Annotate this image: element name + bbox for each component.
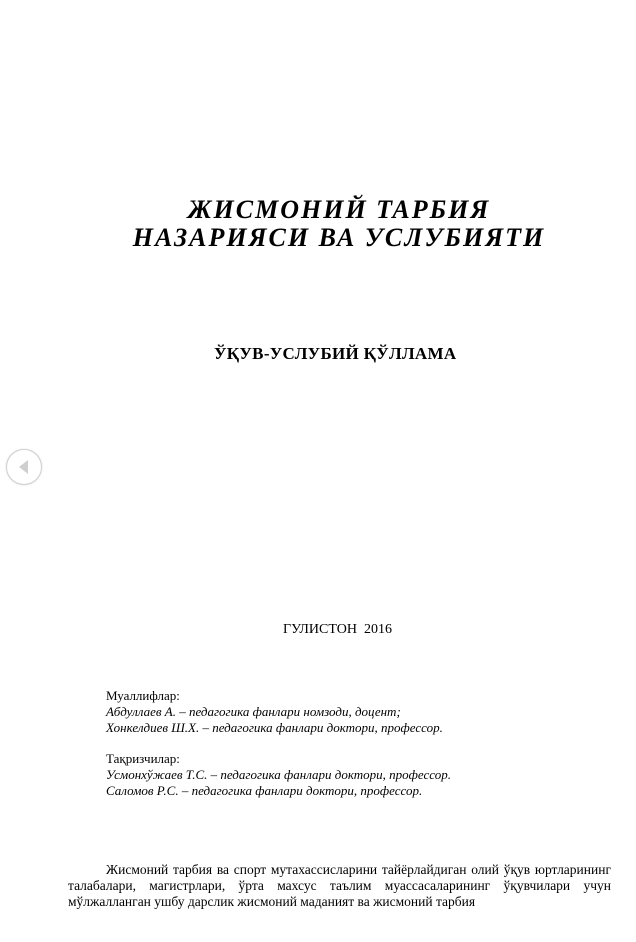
intro-paragraph: Жисмоний тарбия ва спорт мутахассисларини тайёрлайдиган олий ўқув юртларининг талабалари, магистрлари, ўрта махсус таълим муассасаларининг ўқувчилари учун мўлжалланган ушбу дарслик жисмоний маданият ва жисмоний тарбия — [68, 862, 611, 909]
book-subtitle: ЎҚУВ-УСЛУБИЙ ҚЎЛЛАМА — [214, 344, 457, 363]
previous-page-button[interactable] — [6, 449, 42, 485]
credits-section — [106, 688, 451, 799]
chevron-left-icon — [7, 450, 41, 484]
book-title-line-1: ЖИСМОНИЙ ТАРБИЯ — [187, 195, 491, 224]
authors-label: Муаллифлар: — [106, 688, 180, 703]
reviewers-label: Тақризчилар: — [106, 751, 180, 766]
reviewer-entry: Усмонхўжаев Т.С. – педагогика фанлари доктори, профессор. — [106, 767, 451, 782]
reviewer-entry: Саломов Р.С. – педагогика фанлари доктори, профессор. — [106, 783, 423, 798]
book-title — [0, 196, 636, 252]
publication-city-year: ГУЛИСТОН 2016 — [283, 622, 392, 637]
book-title-line-2: НАЗАРИЯСИ ВА УСЛУБИЯТИ — [132, 223, 546, 252]
author-entry: Хонкелдиев Ш.Х. – педагогика фанлари доктори, профессор. — [106, 720, 443, 735]
author-entry: Абдуллаев А. – педагогика фанлари номзоди, доцент; — [106, 704, 401, 719]
